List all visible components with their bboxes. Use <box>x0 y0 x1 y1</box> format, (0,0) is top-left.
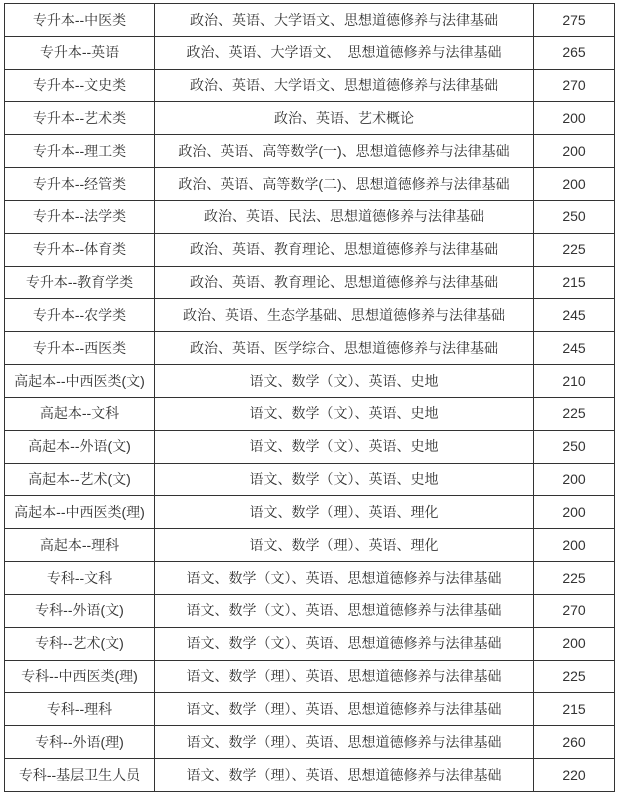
table-row <box>5 726 615 759</box>
category-cell: 高起本--中西医类(理) <box>5 496 155 529</box>
table-row <box>5 529 615 562</box>
score-cell: 200 <box>534 496 615 529</box>
score-cell: 210 <box>534 365 615 398</box>
category-cell: 专升本--农学类 <box>5 299 155 332</box>
score-cell: 250 <box>534 200 615 233</box>
table-row <box>5 397 615 430</box>
score-cell: 200 <box>534 168 615 201</box>
category-cell: 专升本--法学类 <box>5 200 155 233</box>
category-cell: 专升本--经管类 <box>5 168 155 201</box>
subjects-cell: 语文、数学（文）、英语、史地 <box>155 397 534 430</box>
score-cell: 200 <box>534 463 615 496</box>
category-cell: 专科--外语(文) <box>5 594 155 627</box>
score-cell: 200 <box>534 135 615 168</box>
table-row <box>5 627 615 660</box>
table-row <box>5 69 615 102</box>
subjects-cell: 语文、数学（文）、英语、思想道德修养与法律基础 <box>155 627 534 660</box>
table-row <box>5 168 615 201</box>
subjects-cell: 语文、数学（理）、英语、思想道德修养与法律基础 <box>155 726 534 759</box>
table-row <box>5 4 615 37</box>
category-cell: 专科--中西医类(理) <box>5 660 155 693</box>
category-cell: 高起本--中西医类(文) <box>5 365 155 398</box>
category-cell: 专科--文科 <box>5 562 155 595</box>
category-cell: 高起本--外语(文) <box>5 430 155 463</box>
category-cell: 专升本--艺术类 <box>5 102 155 135</box>
category-cell: 专科--理科 <box>5 693 155 726</box>
score-cell: 270 <box>534 594 615 627</box>
score-cell: 265 <box>534 36 615 69</box>
score-cell: 225 <box>534 660 615 693</box>
table-row <box>5 365 615 398</box>
score-cell: 225 <box>534 562 615 595</box>
subjects-cell: 语文、数学（文）、英语、思想道德修养与法律基础 <box>155 562 534 595</box>
score-cell: 200 <box>534 529 615 562</box>
score-cell: 215 <box>534 266 615 299</box>
table-row <box>5 200 615 233</box>
subjects-cell: 政治、英语、大学语文、思想道德修养与法律基础 <box>155 69 534 102</box>
subjects-cell: 语文、数学（理）、英语、思想道德修养与法律基础 <box>155 759 534 792</box>
category-cell: 专科--基层卫生人员 <box>5 759 155 792</box>
category-cell: 专科--艺术(文) <box>5 627 155 660</box>
table-row <box>5 299 615 332</box>
table-row <box>5 332 615 365</box>
score-cell: 245 <box>534 299 615 332</box>
subjects-cell: 语文、数学（文）、英语、思想道德修养与法律基础 <box>155 594 534 627</box>
category-cell: 专升本--英语 <box>5 36 155 69</box>
category-cell: 专升本--西医类 <box>5 332 155 365</box>
score-cell: 200 <box>534 627 615 660</box>
subjects-cell: 政治、英语、教育理论、思想道德修养与法律基础 <box>155 266 534 299</box>
category-cell: 专升本--体育类 <box>5 233 155 266</box>
category-cell: 高起本--艺术(文) <box>5 463 155 496</box>
category-cell: 专升本--教育学类 <box>5 266 155 299</box>
score-cell: 225 <box>534 233 615 266</box>
subjects-cell: 语文、数学（文）、英语、史地 <box>155 463 534 496</box>
admission-score-table <box>4 3 615 792</box>
subjects-cell: 政治、英语、高等数学(一)、思想道德修养与法律基础 <box>155 135 534 168</box>
score-cell: 260 <box>534 726 615 759</box>
category-cell: 专科--外语(理) <box>5 726 155 759</box>
category-cell: 专升本--文史类 <box>5 69 155 102</box>
score-cell: 200 <box>534 102 615 135</box>
score-cell: 270 <box>534 69 615 102</box>
subjects-cell: 政治、英语、教育理论、思想道德修养与法律基础 <box>155 233 534 266</box>
table-row <box>5 463 615 496</box>
score-cell: 275 <box>534 4 615 37</box>
table-row <box>5 759 615 792</box>
score-cell: 220 <box>534 759 615 792</box>
subjects-cell: 政治、英语、医学综合、思想道德修养与法律基础 <box>155 332 534 365</box>
category-cell: 专升本--理工类 <box>5 135 155 168</box>
subjects-cell: 政治、英语、大学语文、 思想道德修养与法律基础 <box>155 36 534 69</box>
table-row <box>5 102 615 135</box>
category-cell: 专升本--中医类 <box>5 4 155 37</box>
table-row <box>5 562 615 595</box>
category-cell: 高起本--理科 <box>5 529 155 562</box>
subjects-cell: 语文、数学（文）、英语、史地 <box>155 430 534 463</box>
subjects-cell: 语文、数学（理）、英语、理化 <box>155 529 534 562</box>
score-cell: 225 <box>534 397 615 430</box>
subjects-cell: 政治、英语、大学语文、思想道德修养与法律基础 <box>155 4 534 37</box>
subjects-cell: 政治、英语、高等数学(二)、思想道德修养与法律基础 <box>155 168 534 201</box>
category-cell: 高起本--文科 <box>5 397 155 430</box>
subjects-cell: 政治、英语、艺术概论 <box>155 102 534 135</box>
table-row <box>5 496 615 529</box>
table-row <box>5 660 615 693</box>
score-table-body <box>5 4 615 792</box>
table-row <box>5 233 615 266</box>
table-row <box>5 430 615 463</box>
table-row <box>5 135 615 168</box>
subjects-cell: 语文、数学（文）、英语、史地 <box>155 365 534 398</box>
table-row <box>5 594 615 627</box>
score-cell: 215 <box>534 693 615 726</box>
table-row <box>5 266 615 299</box>
table-row <box>5 36 615 69</box>
subjects-cell: 语文、数学（理）、英语、思想道德修养与法律基础 <box>155 693 534 726</box>
table-row <box>5 693 615 726</box>
subjects-cell: 语文、数学（理）、英语、理化 <box>155 496 534 529</box>
subjects-cell: 政治、英语、民法、思想道德修养与法律基础 <box>155 200 534 233</box>
subjects-cell: 语文、数学（理）、英语、思想道德修养与法律基础 <box>155 660 534 693</box>
score-cell: 250 <box>534 430 615 463</box>
subjects-cell: 政治、英语、生态学基础、思想道德修养与法律基础 <box>155 299 534 332</box>
score-cell: 245 <box>534 332 615 365</box>
